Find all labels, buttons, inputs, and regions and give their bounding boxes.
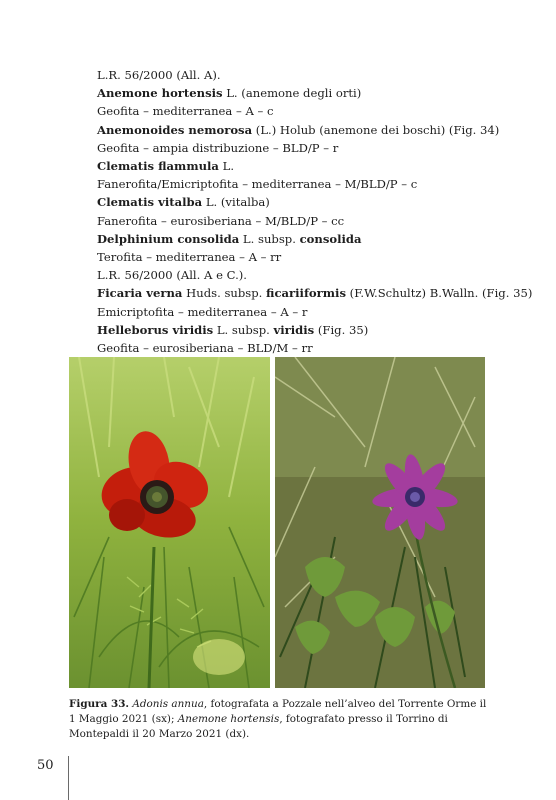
species-name: Anemonoides nemorosa <box>97 122 253 137</box>
anemone-hortensis-illustration <box>275 357 485 688</box>
list-item: Anemone hortensis L. (anemone degli orti) <box>97 86 362 101</box>
species-name: Clematis vitalba <box>97 195 203 210</box>
list-item: Emicriptofita – mediterranea – A – r <box>97 304 308 319</box>
species-name: Adonis annua <box>132 698 204 710</box>
species-name: Helleborus viridis <box>97 322 214 337</box>
species-name: Ficaria verna <box>97 286 183 301</box>
list-item: Geofita – ampia distribuzione – BLD/P – r <box>97 140 339 155</box>
species-list <box>97 66 533 357</box>
list-item: Clematis vitalba L. (vitalba) <box>97 195 270 210</box>
list-item: Ficaria verna Huds. subsp. ficariiformis (F.W.Schultz) B.Walln. (Fig. 35) <box>97 286 533 301</box>
figure-caption: Figura 33. Adonis annua, fotografata a Pozzale nell’alveo del Torrente Orme il 1 Maggio 2021 (sx); Anemone hortensis, fotografato presso il Torrino di Montepaldi il 20 Marzo 2021 (dx). <box>69 698 487 741</box>
list-item: L.R. 56/2000 (All. A e C.). <box>97 268 247 283</box>
list-item: Clematis flammula L. <box>97 159 235 174</box>
figure-label: Figura 33. <box>69 698 130 710</box>
list-item: Fanerofita/Emicriptofita – mediterranea – M/BLD/P – c <box>97 177 418 192</box>
subspecies-name: consolida <box>299 231 362 246</box>
list-item: Anemonoides nemorosa (L.) Holub (anemone dei boschi) (Fig. 34) <box>97 122 500 137</box>
adonis-annua-photo <box>69 357 270 688</box>
species-name: Delphinium consolida <box>97 231 240 246</box>
list-item: Terofita – mediterranea – A – rr <box>97 250 282 265</box>
subspecies-name: viridis <box>273 322 315 337</box>
list-item: L.R. 56/2000 (All. A). <box>97 68 221 82</box>
adonis-annua-illustration <box>69 357 270 688</box>
species-name: Anemone hortensis <box>177 713 280 726</box>
page-divider <box>68 756 69 800</box>
list-item: Geofita – eurosiberiana – BLD/M – rr <box>97 341 313 356</box>
anemone-hortensis-photo <box>275 357 485 688</box>
list-item: Helleborus viridis L. subsp. viridis (Fig. 35) <box>97 322 369 337</box>
species-name: Clematis flammula <box>97 159 219 174</box>
list-item: Delphinium consolida L. subsp. consolida <box>97 231 362 246</box>
list-item: Fanerofita – eurosiberiana – M/BLD/P – cc <box>97 213 345 228</box>
list-item: Geofita – mediterranea – A – c <box>97 104 274 119</box>
subspecies-name: ficariiformis <box>266 286 346 301</box>
page-number: 50 <box>37 758 54 773</box>
species-name: Anemone hortensis <box>97 86 223 101</box>
